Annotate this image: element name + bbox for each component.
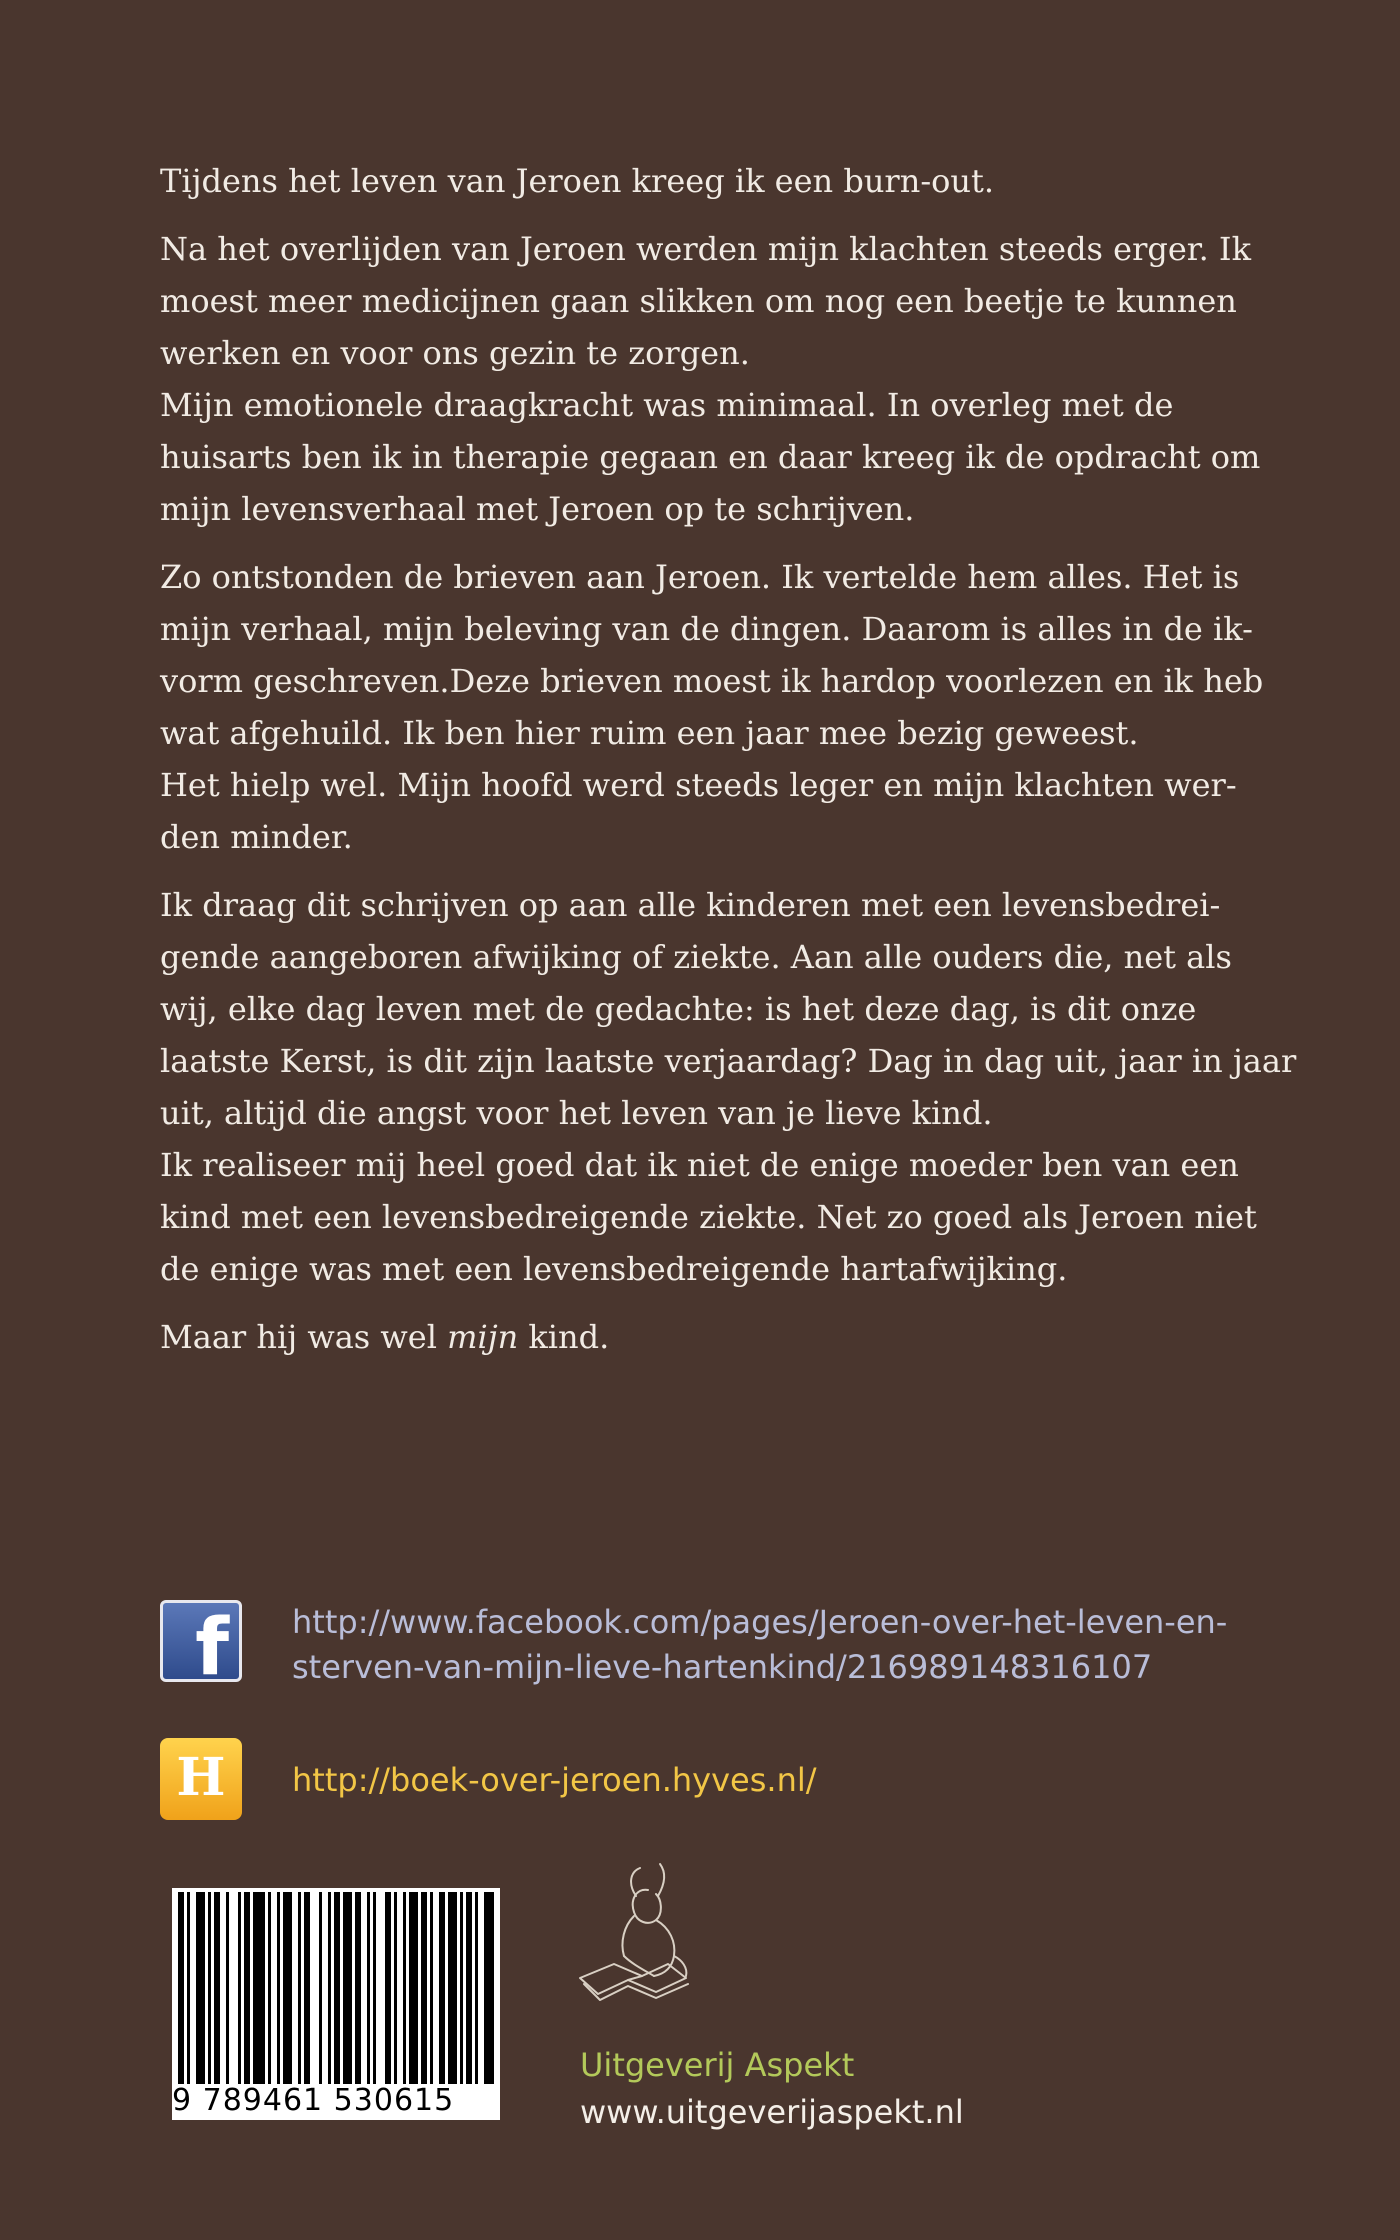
barcode-bar <box>475 1892 478 2088</box>
publisher-url[interactable]: www.uitgeverijaspekt.nl <box>580 2093 964 2131</box>
facebook-url-line-1: http://www.facebook.com/pages/Jeroen-over-het-leven-en- <box>292 1603 1228 1641</box>
hyves-url: http://boek-over-jeroen.hyves.nl/ <box>292 1761 817 1799</box>
text-line: wat afgehuild. Ik ben hier ruim een jaar mee bezig geweest. <box>160 714 1139 752</box>
text-line: uit, altijd die angst voor het leven van je lieve kind. <box>160 1094 993 1132</box>
barcode-bar <box>253 1892 265 2088</box>
barcode-bar <box>196 1892 205 2088</box>
hyves-icon[interactable] <box>160 1738 242 1820</box>
text-line: den minder. <box>160 818 353 856</box>
text-line: werken en voor ons gezin te zorgen. <box>160 334 750 372</box>
barcode-bar <box>178 1892 184 2088</box>
facebook-link-row <box>160 1600 1227 1690</box>
text-line: de enige was met een levensbedreigende hartafwijking. <box>160 1250 1068 1288</box>
isbn-number: 9 789461 530615 <box>172 2084 500 2118</box>
text-line: Mijn emotionele draagkracht was minimaal. In overleg met de <box>160 386 1174 424</box>
text-line: vorm geschreven.Deze brieven moest ik hardop voorlezen en ik heb <box>160 662 1264 700</box>
barcode-bar <box>373 1892 376 2088</box>
barcode-bar <box>355 1892 361 2088</box>
paragraph-3 <box>160 551 1310 863</box>
barcode-bar <box>403 1892 406 2088</box>
barcode-bar <box>214 1892 220 2088</box>
text-line: Ik realiseer mij heel goed dat ik niet de enige moeder ben van een <box>160 1146 1239 1184</box>
barcode-bar <box>439 1892 445 2088</box>
barcode-bar <box>394 1892 397 2088</box>
paragraph-4 <box>160 879 1310 1295</box>
barcode-bar <box>430 1892 433 2088</box>
paragraph-1 <box>160 155 1310 207</box>
barcode-bar <box>226 1892 229 2088</box>
text-segment: kind. <box>518 1318 610 1356</box>
publisher-name: Uitgeverij Aspekt <box>580 2046 855 2084</box>
barcode-bar <box>484 1892 494 2088</box>
facebook-url-line-2: sterven-van-mijn-lieve-hartenkind/216989148316107 <box>292 1648 1153 1686</box>
text-line: kind met een levensbedreigende ziekte. Net zo goed als Jeroen niet <box>160 1198 1257 1236</box>
text-line: wij, elke dag leven met de gedachte: is het deze dag, is dit onze <box>160 990 1197 1028</box>
barcode-bar <box>319 1892 322 2088</box>
barcode-bar <box>283 1892 292 2088</box>
facebook-link[interactable] <box>292 1600 1227 1690</box>
text-line: Het hielp wel. Mijn hoofd werd steeds leger en mijn klachten wer- <box>160 766 1237 804</box>
hyves-link[interactable] <box>292 1758 817 1803</box>
emphasis-word: mijn <box>447 1318 519 1356</box>
reading-figure-logo <box>570 1860 720 2025</box>
text-line: mijn levensverhaal met Jeroen op te schrijven. <box>160 490 915 528</box>
barcode-bar <box>385 1892 391 2088</box>
barcode-bar <box>367 1892 370 2088</box>
barcode-bar <box>328 1892 331 2088</box>
barcode-bar <box>277 1892 280 2088</box>
barcode-bar <box>298 1892 301 2088</box>
text-line: gende aangeboren afwijking of ziekte. Aan alle ouders die, net als <box>160 938 1232 976</box>
barcode-bar <box>421 1892 427 2088</box>
barcode-bar <box>244 1892 250 2088</box>
barcode-bars <box>172 1888 500 2088</box>
text-line: huisarts ben ik in therapie gegaan en daar kreeg ik de opdracht om <box>160 438 1261 476</box>
barcode-bar <box>343 1892 352 2088</box>
barcode-bar <box>238 1892 241 2088</box>
text-segment: Maar hij was wel <box>160 1318 448 1356</box>
text-line: Ik draag dit schrijven op aan alle kinderen met een levensbedrei- <box>160 886 1221 924</box>
barcode-bar <box>409 1892 418 2088</box>
paragraph-2 <box>160 223 1310 535</box>
facebook-icon[interactable] <box>160 1600 242 1682</box>
paragraph-5 <box>160 1311 1310 1363</box>
barcode-bar <box>187 1892 190 2088</box>
barcode <box>172 1888 500 2120</box>
text-line: moest meer medicijnen gaan slikken om nog een beetje te kunnen <box>160 282 1237 320</box>
barcode-bar <box>304 1892 310 2088</box>
hyves-glyph: H <box>176 1747 226 1808</box>
text-line: Na het overlijden van Jeroen werden mijn klachten steeds erger. Ik <box>160 230 1251 268</box>
barcode-bar <box>460 1892 463 2088</box>
text-line: mijn verhaal, mijn beleving van de dingen. Daarom is alles in de ik- <box>160 610 1253 648</box>
barcode-bar <box>208 1892 211 2088</box>
text-line: Tijdens het leven van Jeroen kreeg ik een burn-out. <box>160 162 995 200</box>
barcode-bar <box>466 1892 472 2088</box>
hyves-link-row <box>160 1738 817 1820</box>
facebook-glyph: f <box>195 1603 229 1682</box>
barcode-bar <box>334 1892 340 2088</box>
text-line: laatste Kerst, is dit zijn laatste verjaardag? Dag in dag uit, jaar in jaar <box>160 1042 1297 1080</box>
text-line: Zo ontstonden de brieven aan Jeroen. Ik vertelde hem alles. Het is <box>160 558 1240 596</box>
barcode-bar <box>268 1892 271 2088</box>
barcode-bar <box>448 1892 457 2088</box>
back-cover-text <box>160 155 1310 1363</box>
